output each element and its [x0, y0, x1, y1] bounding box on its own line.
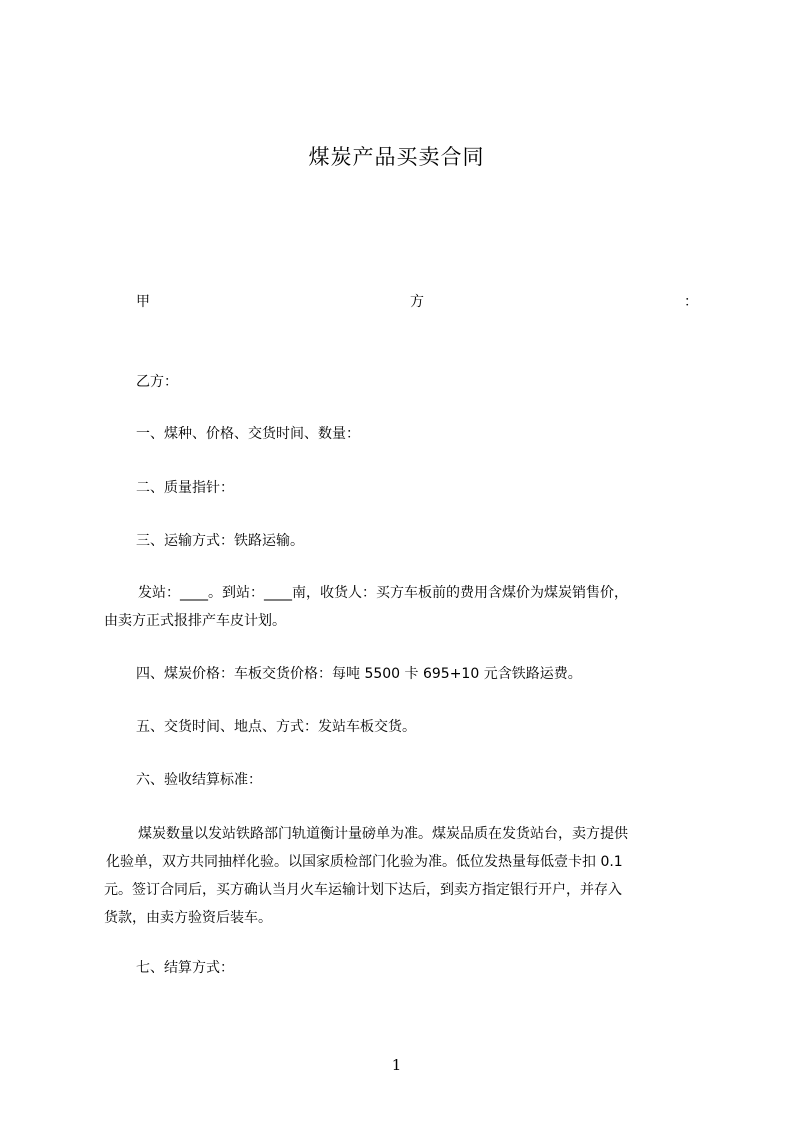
section-6-detail-line-3: 元。签订合同后，买方确认当月火车运输计划下达后，到卖方指定银行开户，并存入 — [104, 882, 622, 898]
section-3-detail-line-2: 由卖方正式报排产车皮计划。 — [104, 613, 286, 629]
party-a-line — [136, 288, 698, 316]
section-6-heading: 六、验收结算标准： — [136, 772, 262, 788]
party-a-char-fang: 方 — [410, 294, 424, 310]
section-1-heading: 一、煤种、价格、交货时间、数量： — [136, 426, 360, 442]
party-a-colon: ： — [684, 294, 698, 310]
section-3-detail-line-1: 发站：____。到站：____南，收货人：买方车板前的费用含煤价为煤炭销售价， — [138, 585, 628, 601]
section-5-heading: 五、交货时间、地点、方式：发站车板交货。 — [136, 719, 416, 735]
section-3-heading: 三、运输方式：铁路运输。 — [136, 533, 304, 549]
page-number: 1 — [391, 1056, 402, 1074]
section-6-detail — [104, 820, 698, 932]
section-6-detail-line-2: 化验单，双方共同抽样化验。以国家质检部门化验为准。低位发热量每低壹卡扣 0.1 — [106, 854, 623, 870]
party-a-char-jia: 甲 — [136, 294, 150, 310]
section-4-heading: 四、煤炭价格：车板交货价格：每吨 5500 卡 695+10 元含铁路运费。 — [136, 666, 582, 682]
section-6-detail-line-4: 货款，由卖方验资后装车。 — [104, 910, 272, 926]
document-title: 煤炭产品买卖合同 — [308, 145, 485, 169]
section-3-detail — [104, 579, 698, 635]
section-7-heading: 七、结算方式： — [136, 960, 234, 976]
party-b-line: 乙方： — [136, 374, 178, 390]
section-2-heading: 二、质量指针： — [136, 480, 234, 496]
section-6-detail-line-1: 煤炭数量以发站铁路部门轨道衡计量磅单为准。煤炭品质在发货站台，卖方提供 — [138, 826, 628, 842]
